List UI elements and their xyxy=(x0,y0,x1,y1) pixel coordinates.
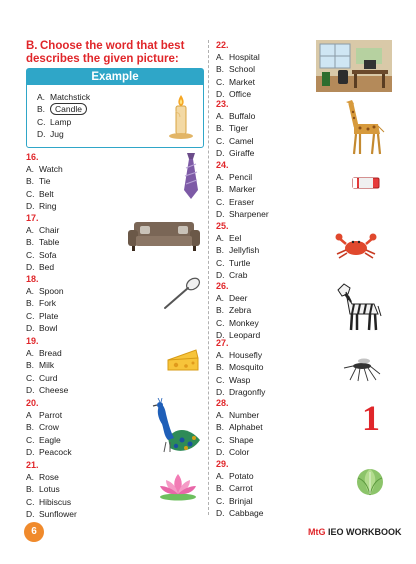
question-22: 22. A. Hospital B. School C. Market D. Office xyxy=(216,40,260,99)
option-22-b[interactable]: B. School xyxy=(216,64,255,75)
option-29-d[interactable]: D. Cabbage xyxy=(216,507,264,518)
page-number: 6 xyxy=(24,522,44,542)
option-23-b[interactable]: B. Tiger xyxy=(216,123,249,134)
option-20-a[interactable]: A Parrot xyxy=(26,410,63,420)
peacock-icon xyxy=(150,398,202,454)
option-25-a[interactable]: A. Eel xyxy=(216,233,242,243)
option-24-d[interactable]: D. Sharpener xyxy=(216,208,269,219)
question-26: 26. A. Deer B. Zebra C. Monkey D. Leopard xyxy=(216,281,261,340)
cheese-icon xyxy=(166,346,200,374)
option-25-c[interactable]: C. Turtle xyxy=(216,257,251,268)
question-28: 28. A. Number B. Alphabet C. Shape D. Color xyxy=(216,398,263,457)
option-17-d[interactable]: D. Bed xyxy=(26,261,55,272)
giraffe-icon xyxy=(340,98,386,156)
brand-text: IEO WORKBOOK xyxy=(328,527,402,537)
option-29-b[interactable]: B. Carrot xyxy=(216,483,253,494)
option-24-c[interactable]: C. Eraser xyxy=(216,196,255,207)
option-22-c[interactable]: C. Market xyxy=(216,76,255,87)
option-18-c[interactable]: C. Plate xyxy=(26,310,59,321)
example-option-b: B. Candle xyxy=(37,103,90,115)
example-option-c: C. Lamp xyxy=(37,116,72,127)
option-16-a[interactable]: A. Watch xyxy=(26,164,63,174)
option-23-d[interactable]: D. Giraffe xyxy=(216,147,255,158)
question-27: 27. A. Housefly B. Mosquito C. Wasp D. Dragonfly xyxy=(216,338,266,397)
option-29-a[interactable]: A. Potato xyxy=(216,471,254,481)
example-option-d: D. Jug xyxy=(37,128,64,139)
question-19: 19. A. Bread B. Milk C. Curd D. Cheese xyxy=(26,336,69,395)
question-16: 16. A. Watch B. Tie C. Belt D. Ring xyxy=(26,152,63,211)
section-instruction: Choose the word that best describes the given picture: xyxy=(26,40,185,65)
sofa-icon xyxy=(126,220,202,252)
option-18-a[interactable]: A. Spoon xyxy=(26,286,64,296)
option-18-b[interactable]: B. Fork xyxy=(26,298,56,309)
option-22-d[interactable]: D. Office xyxy=(216,88,252,99)
option-19-c[interactable]: C. Curd xyxy=(26,372,58,383)
column-divider xyxy=(208,40,209,515)
option-28-c[interactable]: C. Shape xyxy=(216,434,254,445)
option-26-c[interactable]: C. Monkey xyxy=(216,317,259,328)
question-21: 21. A. Rose B. Lotus C. Hibiscus D. Sunflower xyxy=(26,460,77,519)
option-28-a[interactable]: A. Number xyxy=(216,410,260,420)
option-23-c[interactable]: C. Camel xyxy=(216,135,254,146)
cabbage-icon xyxy=(354,466,386,496)
example-option-a: A. Matchstick xyxy=(37,92,91,102)
zebra-icon xyxy=(334,282,382,332)
option-19-b[interactable]: B. Milk xyxy=(26,360,55,371)
section-heading xyxy=(26,40,202,66)
option-27-d[interactable]: D. Dragonfly xyxy=(216,386,266,397)
option-20-b[interactable]: B. Crow xyxy=(26,422,59,433)
option-25-b[interactable]: B. Jellyfish xyxy=(216,245,260,256)
option-16-b[interactable]: B. Tie xyxy=(26,176,51,187)
option-21-d[interactable]: D. Sunflower xyxy=(26,508,77,519)
spoon-icon xyxy=(160,276,202,312)
page-footer xyxy=(0,518,416,564)
brand-label xyxy=(308,527,402,537)
question-17: 17. A. Chair B. Table C. Sofa D. Bed xyxy=(26,213,60,272)
office-icon xyxy=(316,40,392,92)
option-24-b[interactable]: B. Marker xyxy=(216,184,256,195)
option-21-b[interactable]: B. Lotus xyxy=(26,484,60,495)
question-20: 20. A Parrot B. Crow C. Eagle D. Peacock xyxy=(26,398,72,457)
crab-icon xyxy=(334,232,378,260)
brand-logo: MtG xyxy=(308,527,326,537)
section-letter: B. xyxy=(26,40,38,52)
option-17-b[interactable]: B. Table xyxy=(26,237,60,248)
option-17-c[interactable]: C. Sofa xyxy=(26,249,57,260)
example-options xyxy=(37,91,90,140)
option-21-a[interactable]: A. Rose xyxy=(26,472,59,482)
example-box xyxy=(26,68,204,148)
question-24: 24. A. Pencil B. Marker C. Eraser D. Sharpener xyxy=(216,160,269,219)
option-25-d[interactable]: D. Crab xyxy=(216,269,248,280)
option-29-c[interactable]: C. Brinjal xyxy=(216,495,253,506)
option-26-a[interactable]: A. Deer xyxy=(216,293,248,303)
mosquito-icon xyxy=(342,356,382,382)
circled-answer: Candle xyxy=(50,103,87,115)
eraser-icon xyxy=(352,176,380,190)
question-29: 29. A. Potato B. Carrot C. Brinjal D. Cabbage xyxy=(216,459,264,518)
option-27-b[interactable]: B. Mosquito xyxy=(216,362,264,373)
option-17-a[interactable]: A. Chair xyxy=(26,225,60,235)
tie-icon xyxy=(182,152,200,200)
candle-icon xyxy=(167,93,195,141)
option-19-a[interactable]: A. Bread xyxy=(26,348,62,358)
option-23-a[interactable]: A. Buffalo xyxy=(216,111,256,121)
option-22-a[interactable]: A. Hospital xyxy=(216,52,260,62)
option-18-d[interactable]: D. Bowl xyxy=(26,322,58,333)
example-title: Example xyxy=(27,69,203,85)
number-one-icon: 1 xyxy=(362,398,380,438)
question-18: 18. A. Spoon B. Fork C. Plate D. Bowl xyxy=(26,274,64,333)
option-20-c[interactable]: C. Eagle xyxy=(26,434,61,445)
lotus-icon xyxy=(158,472,198,502)
question-23: 23. A. Buffalo B. Tiger C. Camel D. Giraffe xyxy=(216,99,256,158)
option-28-b[interactable]: B. Alphabet xyxy=(216,422,263,433)
option-26-d[interactable]: D. Leopard xyxy=(216,329,261,340)
option-27-a[interactable]: A. Housefly xyxy=(216,350,263,360)
option-26-b[interactable]: B. Zebra xyxy=(216,305,252,316)
option-16-d[interactable]: D. Ring xyxy=(26,200,57,211)
option-21-c[interactable]: C. Hibiscus xyxy=(26,496,72,507)
option-24-a[interactable]: A. Pencil xyxy=(216,172,253,182)
option-27-c[interactable]: C. Wasp xyxy=(216,374,251,385)
option-20-d[interactable]: D. Peacock xyxy=(26,446,72,457)
option-16-c[interactable]: C. Belt xyxy=(26,188,54,199)
option-28-d[interactable]: D. Color xyxy=(216,446,250,457)
option-19-d[interactable]: D. Cheese xyxy=(26,384,69,395)
question-25: 25. A. Eel B. Jellyfish C. Turtle D. Crab xyxy=(216,221,260,280)
